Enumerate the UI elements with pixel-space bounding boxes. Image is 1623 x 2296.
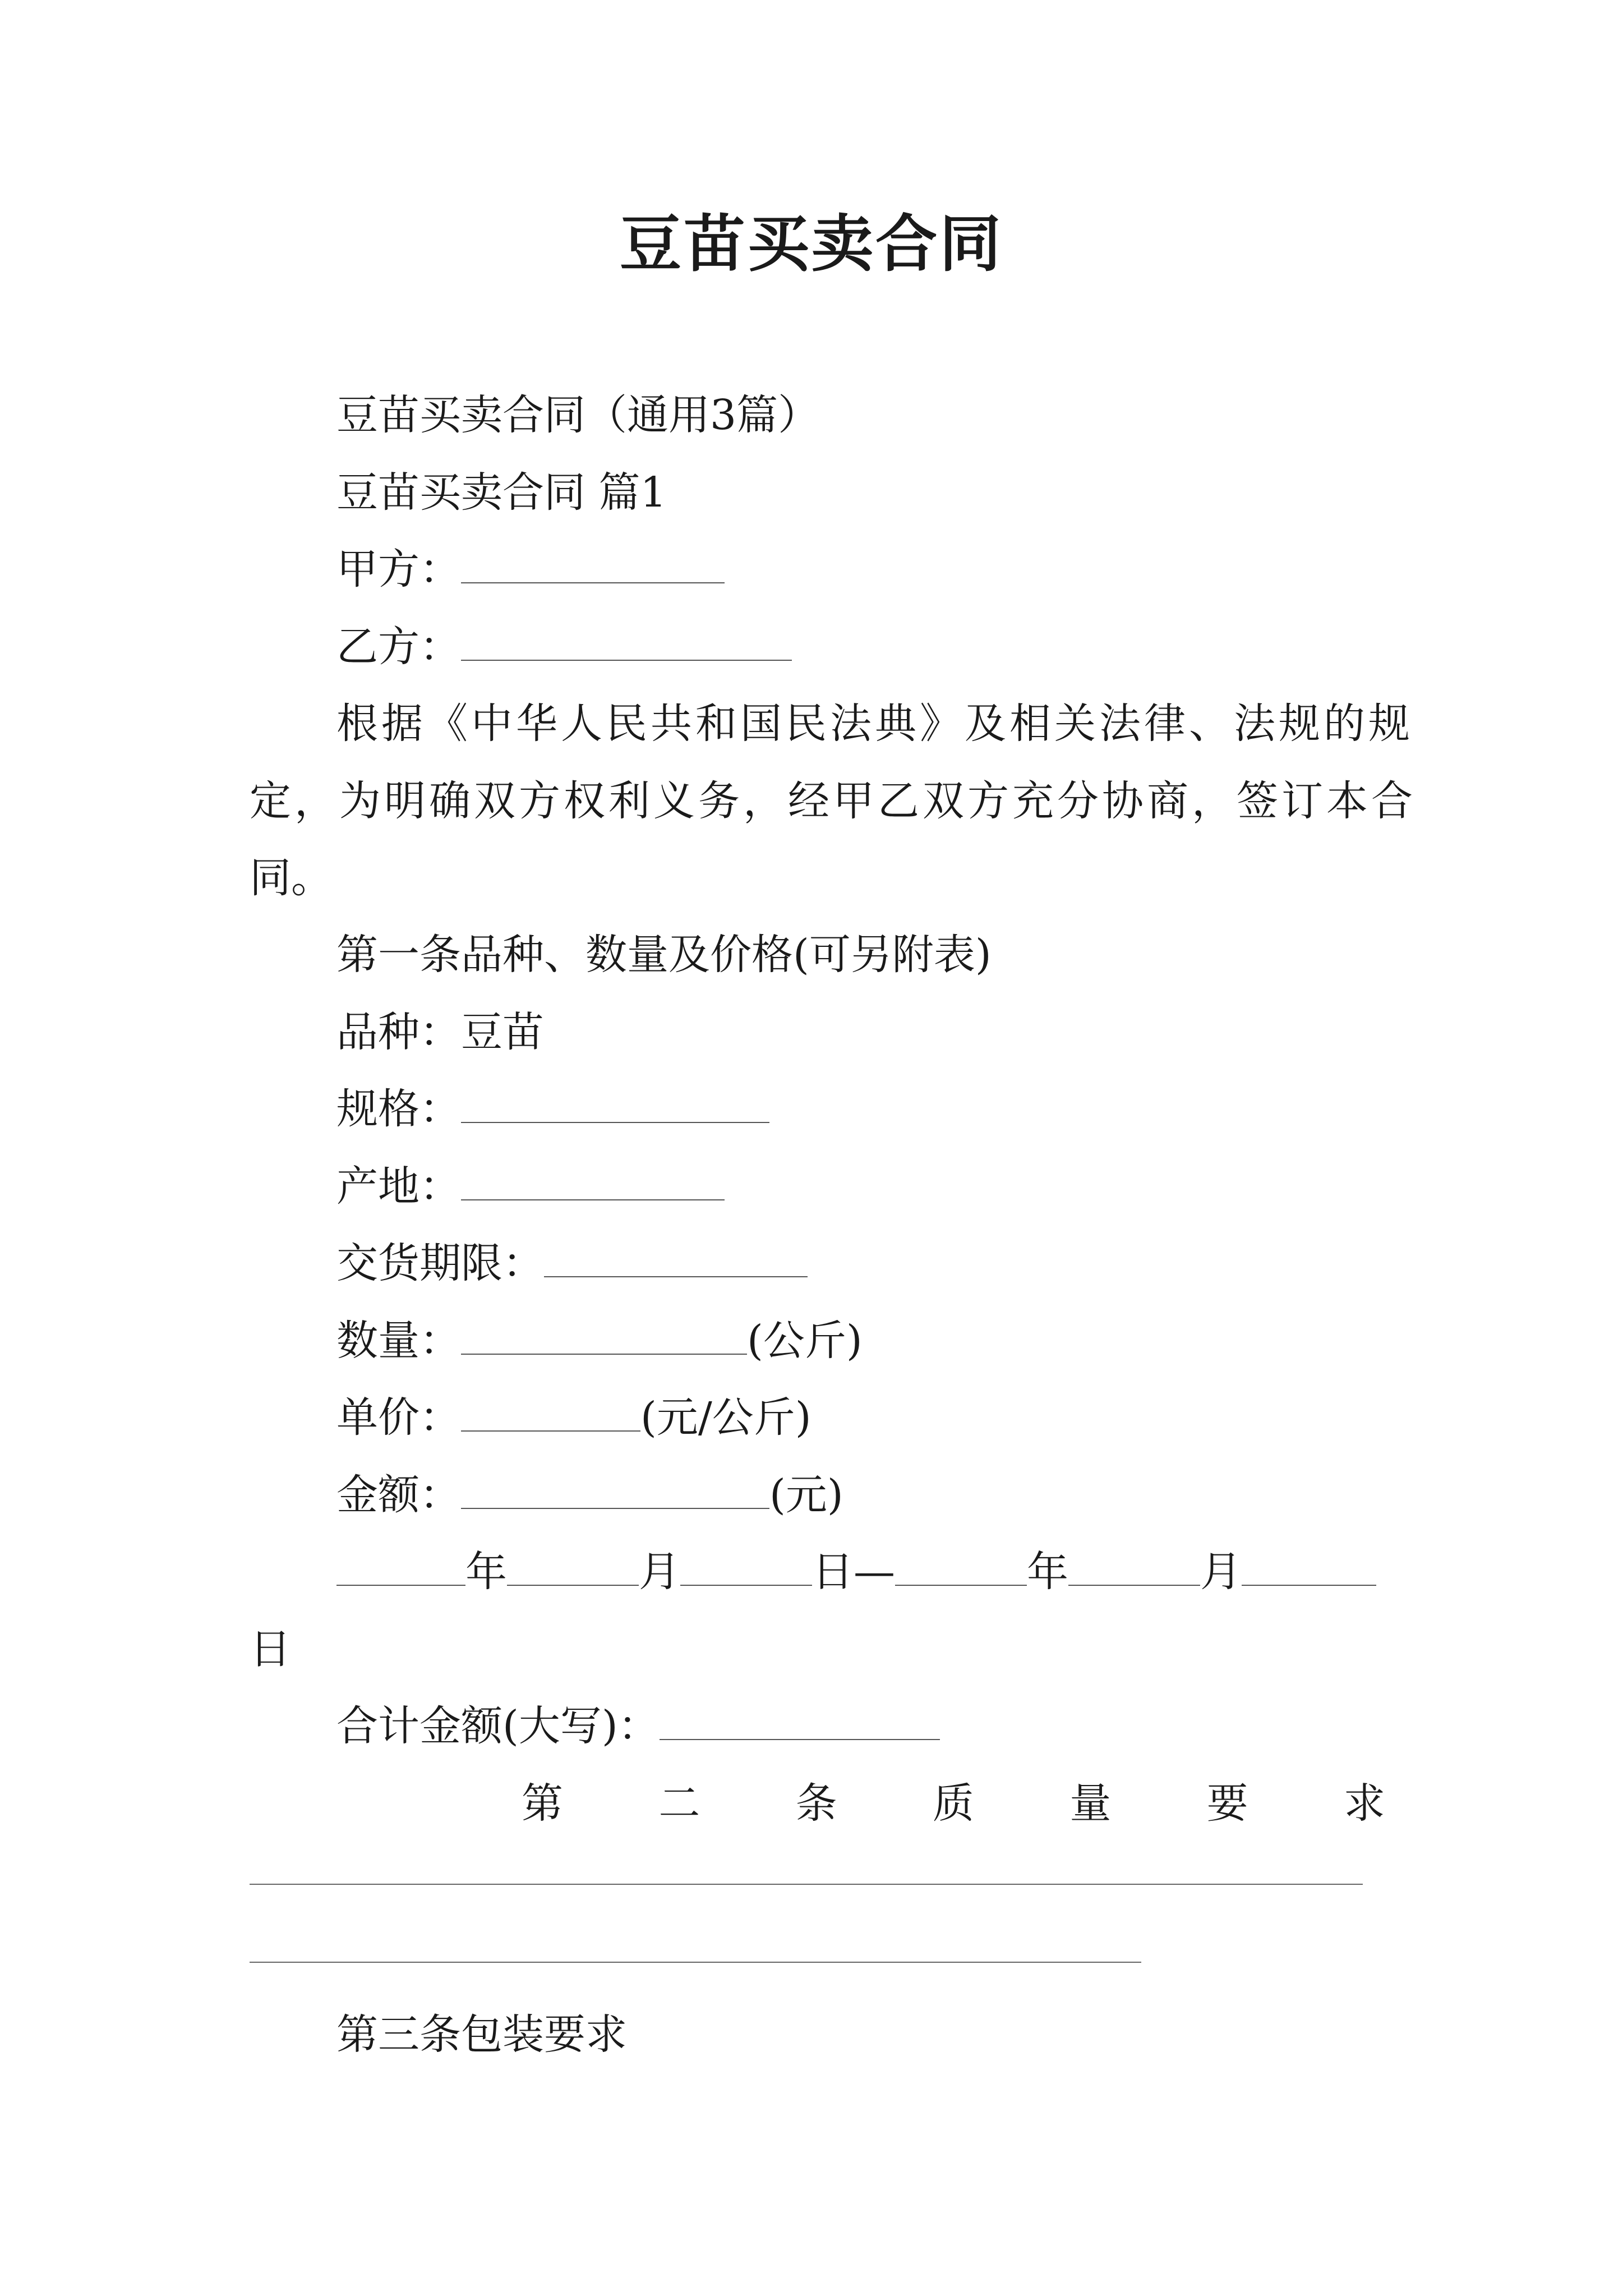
price-label: 单价： — [336, 1393, 461, 1442]
article-2-char: 质 — [932, 1779, 974, 1828]
preamble-line-1: 根据《中华人民共和国民法典》及相关法律、法规的规 — [336, 700, 1413, 748]
end-day-blank — [1242, 1545, 1376, 1586]
end-year-blank — [895, 1545, 1027, 1586]
price-unit: (元/公斤) — [640, 1393, 811, 1442]
article-2-char: 要 — [1206, 1779, 1248, 1828]
article-2-heading — [522, 1775, 1385, 1832]
price-row — [336, 1389, 811, 1446]
article-2-char: 条 — [795, 1779, 837, 1828]
variety-row: 品种：豆苗 — [336, 1008, 544, 1056]
article-1-heading: 第一条品种、数量及价格(可另附表) — [336, 931, 992, 979]
amount-unit: (元) — [769, 1471, 843, 1519]
quantity-row — [336, 1313, 863, 1369]
spec-row — [336, 1081, 769, 1137]
article-2-char: 第 — [522, 1779, 563, 1828]
party-b-blank — [461, 620, 792, 661]
start-year-blank — [336, 1545, 465, 1586]
delivery-blank — [544, 1237, 808, 1277]
amount-blank — [461, 1469, 769, 1509]
preamble-line-2: 定，为明确双方权利义务，经甲乙双方充分协商，签订本合 — [250, 777, 1416, 825]
section-heading: 豆苗买卖合同 篇1 — [336, 468, 667, 517]
end-month-label: 月 — [1200, 1548, 1242, 1596]
delivery-row — [336, 1235, 808, 1291]
party-a-row — [336, 541, 725, 597]
total-label: 合计金额(大写)： — [336, 1702, 660, 1750]
article-2-char: 量 — [1069, 1779, 1112, 1828]
price-blank — [461, 1391, 640, 1432]
party-a-blank — [461, 543, 725, 583]
subtitle: 豆苗买卖合同（通用3篇） — [336, 391, 820, 439]
quality-blank-line-2 — [250, 1962, 1141, 1963]
party-a-label: 甲方： — [336, 545, 461, 593]
party-b-label: 乙方： — [336, 623, 461, 671]
spec-label: 规格： — [336, 1085, 461, 1133]
date-range-row — [336, 1544, 1376, 1600]
article-3-heading: 第三条包装要求 — [336, 2010, 627, 2059]
amount-row — [336, 1467, 843, 1523]
quantity-blank — [461, 1314, 747, 1355]
start-day-label: 日 — [812, 1548, 854, 1596]
origin-label: 产地： — [336, 1162, 461, 1211]
preamble-line-3: 同。 — [250, 854, 333, 902]
start-month-blank — [507, 1545, 639, 1586]
origin-blank — [461, 1160, 725, 1200]
total-blank — [660, 1700, 940, 1740]
end-day-label: 日 — [250, 1625, 291, 1673]
amount-label: 金额： — [336, 1471, 461, 1519]
article-2-char: 求 — [1343, 1779, 1385, 1828]
start-year-label: 年 — [465, 1548, 507, 1596]
quantity-label: 数量： — [336, 1317, 461, 1365]
party-b-row — [336, 619, 792, 675]
range-dash: — — [854, 1548, 895, 1596]
quantity-unit: (公斤) — [747, 1317, 863, 1365]
start-month-label: 月 — [639, 1548, 680, 1596]
quality-blank-line-1 — [250, 1884, 1363, 1885]
article-2-char: 二 — [658, 1779, 700, 1828]
spec-blank — [461, 1083, 769, 1123]
start-day-blank — [680, 1545, 812, 1586]
origin-row — [336, 1158, 725, 1214]
end-month-blank — [1068, 1545, 1200, 1586]
total-row — [336, 1698, 940, 1754]
end-year-label: 年 — [1027, 1548, 1068, 1596]
delivery-label: 交货期限： — [336, 1239, 544, 1287]
document-title: 豆苗买卖合同 — [620, 208, 1003, 280]
